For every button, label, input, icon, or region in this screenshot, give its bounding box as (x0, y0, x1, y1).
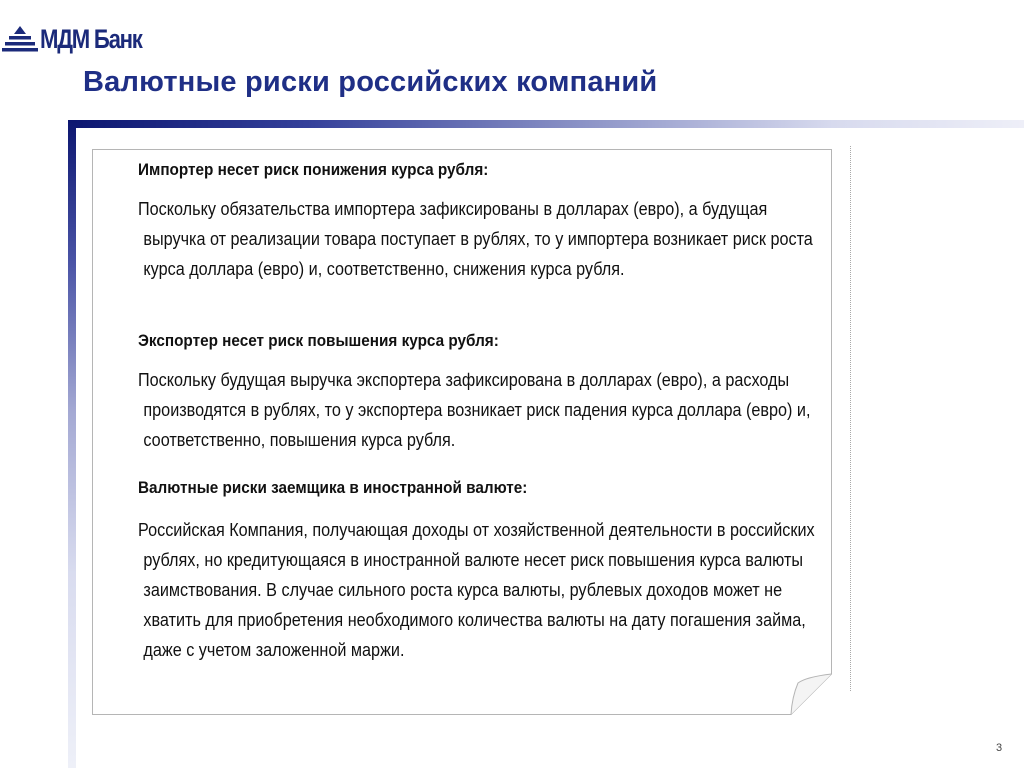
section-heading: Валютные риски заемщика в иностранной валюте: (138, 478, 528, 497)
logo (2, 22, 164, 56)
section-exporter (138, 331, 828, 455)
section-importer (138, 160, 828, 284)
logo-text: МДМ Банк (40, 23, 142, 54)
bank-logo-icon (2, 24, 38, 54)
dotted-divider (850, 146, 851, 691)
section-body: Российская Компания, получающая доходы от хозяйственной деятельности в российских рублях, но кредитующаяся в иностранной валюте несет риск повышения курса валюты заимствования. В случае сильного роста курса валюты, рублевых доходов может не хватить для приобретения необходимого количества валюты на дату погашения займа, даже с учетом заложенной маржи. (138, 520, 815, 660)
section-body: Поскольку обязательства импортера зафиксированы в долларах (евро), а будущая выручка от реализации товара поступает в рублях, то у импортера возникает риск роста курса доллара (евро) и, соответственно, снижения курса рубля. (138, 199, 813, 279)
page-title: Валютные риски российских компаний (83, 66, 658, 98)
page-number: 3 (996, 742, 1003, 754)
top-accent-bar (68, 120, 1024, 128)
left-accent-bar (68, 120, 76, 768)
section-heading: Импортер несет риск понижения курса рубля: (138, 160, 489, 179)
section-body: Поскольку будущая выручка экспортера зафиксирована в долларах (евро), а расходы производятся в рублях, то у экспортера возникает риск падения курса доллара (евро) и, соответственно, повышения курса рубля. (138, 370, 811, 450)
section-borrower (138, 478, 828, 665)
section-heading: Экспортер несет риск повышения курса рубля: (138, 331, 499, 350)
